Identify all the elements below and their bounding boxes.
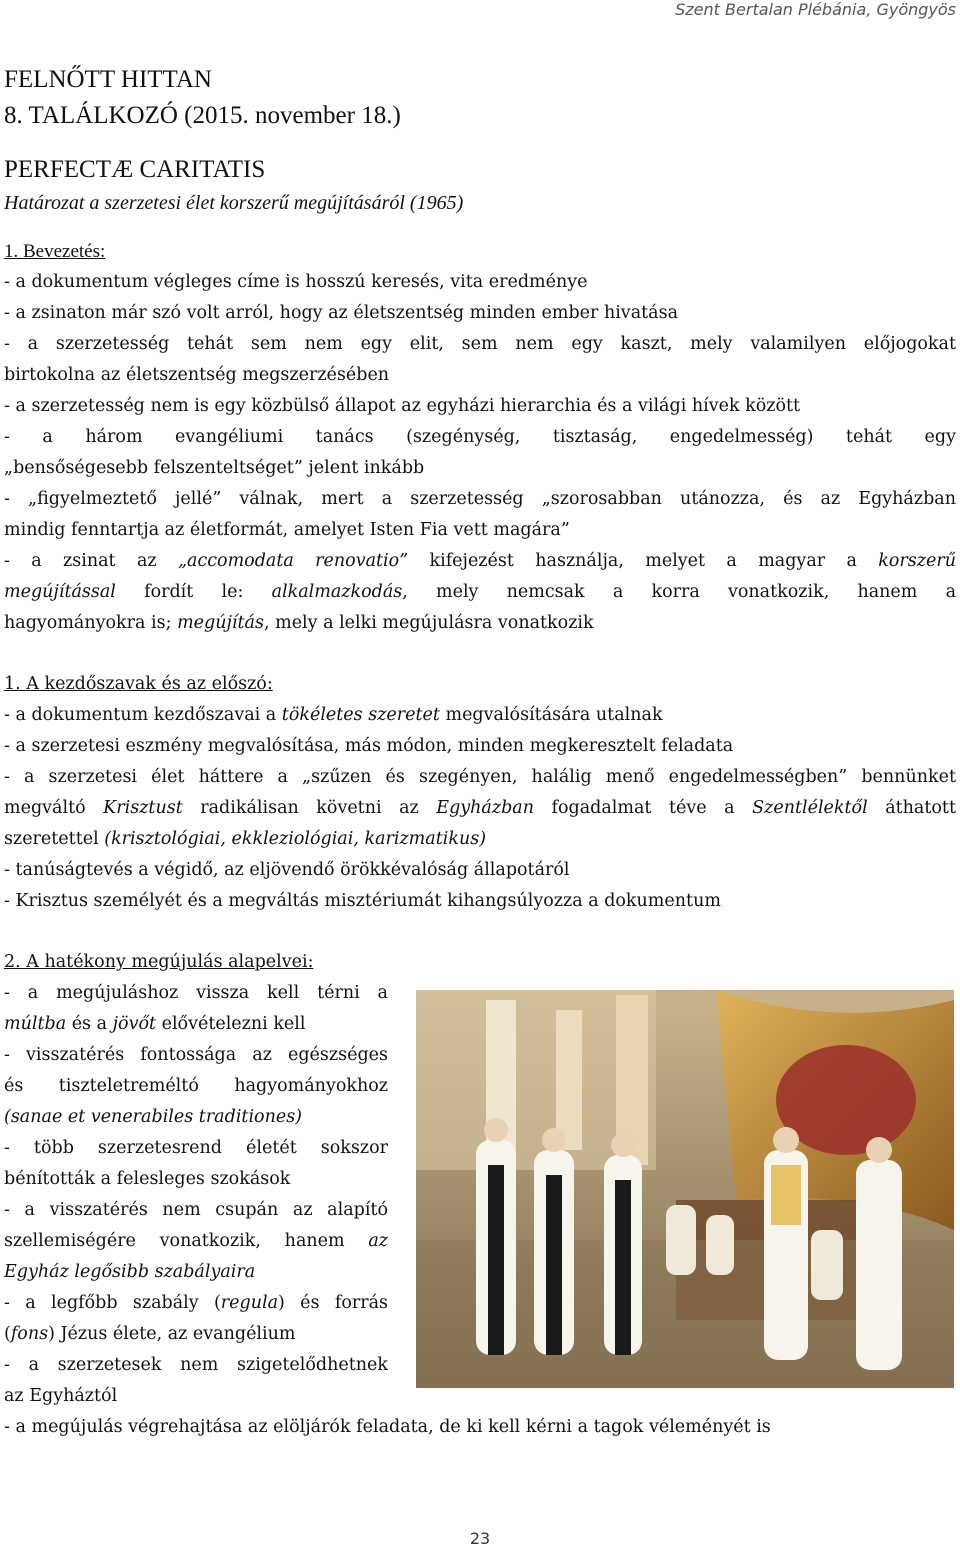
list-item: - a szerzetesi eszmény megvalósítása, más módon, minden megkeresztelt feladata [4,736,734,756]
list-item: - a szerzetesség tehát sem nem egy elit, sem nem egy kaszt, mely valamilyen előjogokat [4,334,956,354]
running-header: Szent Bertalan Plébánia, Gyöngyös [675,0,956,19]
list-item-cont: (fons) Jézus élete, az evangélium [4,1324,296,1344]
list-item-cont: szellemiségére vonatkozik, hanem az [4,1231,388,1251]
document-subtitle: Határozat a szerzetesi élet korszerű megújításáról (1965) [4,192,464,214]
list-item: - a szerzetesség nem is egy közbülső állapot az egyházi hierarchia és a világi hívek között [4,396,801,416]
list-item: - a dokumentum végleges címe is hosszú keresés, vita eredménye [4,272,588,292]
document-page [4,62,956,1443]
list-item-cont: hagyományokra is; megújítás, mely a lelki megújulásra vonatkozik [4,613,594,633]
list-item: - Krisztus személyét és a megváltás misztériumát kihangsúlyozza a dokumentum [4,891,721,911]
list-item-cont: mindig fenntartja az életformát, amelyet Isten Fia vett magára” [4,520,570,540]
list-item: - a zsinaton már szó volt arról, hogy az életszentség minden ember hivatása [4,303,679,323]
list-item: - a megújuláshoz vissza kell térni a [4,983,388,1003]
list-item-cont: Egyház legősibb szabályaira [4,1262,256,1282]
document-title: PERFECTÆ CARITATIS [4,156,266,183]
list-item-cont: „bensőségesebb felszenteltséget” jelent inkább [4,458,425,478]
list-item-cont: az Egyháztól [4,1386,118,1406]
section2-text [4,978,388,1412]
list-item: - a szerzetesi élet háttere a „szűzen és szegényen, halálig menő engedelmességben” bennünket [4,767,956,787]
section1-heading: 1. A kezdőszavak és az előszó: [4,674,273,694]
list-item: - „figyelmeztető jellé” válnak, mert a szerzetesség „szorosabban utánozza, és az Egyházban [4,489,956,509]
photo-illustration [416,990,954,1388]
list-item: - több szerzetesrend életét sokszor [4,1138,388,1158]
page-number: 23 [469,1529,491,1548]
list-item-cont: birtokolna az életszentség megszerzésében [4,365,390,385]
list-item: - a dokumentum kezdőszavai a tökéletes szeretet megvalósítására utalnak [4,705,663,725]
list-item: - visszatérés fontossága az egészséges [4,1045,388,1065]
list-item-cont: szeretettel (krisztológiai, ekkleziológiai, karizmatikus) [4,829,487,849]
list-item-cont: megújítással fordít le: alkalmazkodás, mely nemcsak a korra vonatkozik, hanem a [4,582,956,602]
section2-columns [4,978,956,1412]
list-item: - a szerzetesek nem szigetelődhetnek [4,1355,388,1375]
list-item-cont: és tiszteletreméltó hagyományokhoz [4,1076,388,1096]
list-item: - a megújulás végrehajtása az elöljárók feladata, de ki kell kérni a tagok véleményét is [4,1417,771,1437]
section2-heading: 2. A hatékony megújulás alapelvei: [4,952,314,972]
list-item: - a legfőbb szabály (regula) és forrás [4,1293,388,1313]
list-item: - tanúságtevés a végidő, az eljövendő örökkévalóság állapotáról [4,860,570,880]
intro-heading: 1. Bevezetés: [4,241,106,262]
list-item-cont: bénították a felesleges szokások [4,1169,291,1189]
course-title: FELNŐTT HITTAN [4,66,212,93]
list-item-cont: múltba és a jövőt elővételezni kell [4,1014,306,1034]
list-item: - a zsinat az „accomodata renovatio” kifejezést használja, melyet a magyar a korszerű [4,551,956,571]
church-ceremony-photo [416,990,954,1388]
list-item-cont: megváltó Krisztust radikálisan követni az Egyházban fogadalmat téve a Szentlélektől áthatott [4,798,956,818]
list-item: - a három evangéliumi tanács (szegénység, tisztaság, engedelmesség) tehát egy [4,427,956,447]
meeting-title: 8. TALÁLKOZÓ (2015. november 18.) [4,102,401,129]
list-item-cont: (sanae et venerabiles traditiones) [4,1107,303,1127]
list-item: - a visszatérés nem csupán az alapító [4,1200,388,1220]
